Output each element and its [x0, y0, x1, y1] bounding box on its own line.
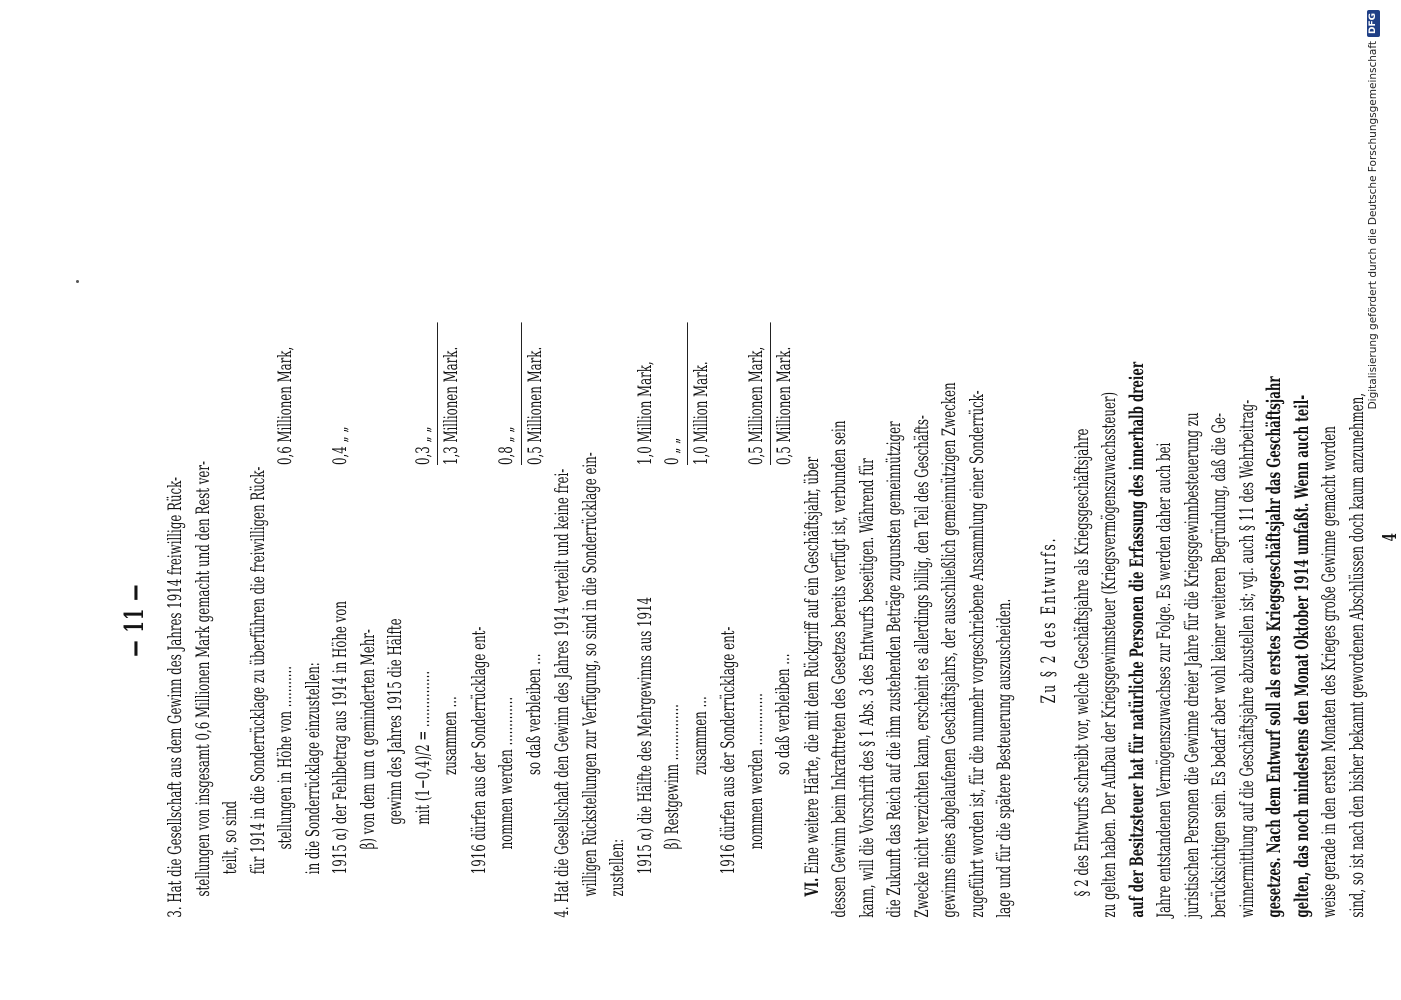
section-vi-text: Eine weitere Härte, die mit dem Rückgriff auf ein Geschäftsjahr, über — [800, 456, 823, 875]
item-4-line: willigen Rückstellungen zur Verfügung, so sind in die Sonderrücklage ein- — [578, 452, 601, 897]
section-vi-line: lage und für die spätere Besteuerung auszuscheiden. — [993, 598, 1015, 918]
row-label: 1915 α) der Fehlbetrag aus 1914 in Höhe von — [329, 601, 351, 875]
row-label: nommen werden .............. — [744, 693, 767, 850]
section-vi-line: kann, will die Vorschrift des § 1 Abs. 3 des Entwurfs beseitigen. Während für — [855, 458, 878, 918]
section-vi — [799, 322, 1019, 917]
footer-page-number: 4 — [1379, 533, 1401, 542]
item-3-sum-row — [521, 322, 550, 917]
row-label: nommen werden ............. — [495, 696, 517, 850]
scan-speck — [76, 280, 79, 283]
row-label: so daß verbleiben ... — [522, 653, 545, 775]
row-amount: 1,0 Million Mark, — [633, 361, 656, 465]
row-label: so daß verbleiben ... — [772, 653, 794, 775]
section-2-line: weise gerade in den ersten Monaten des Krieges große Gewinne gemacht worden — [1318, 426, 1340, 918]
item-3-line: β) von dem um α geminderten Mehr- — [356, 629, 379, 850]
item-4-sum-row — [770, 322, 799, 917]
item-3-row — [272, 322, 300, 917]
section-2-line: auf der Besitzsteuer hat für natürliche Personen die Erfassung des innerhalb dreier — [1125, 361, 1148, 918]
item-3-line: 1916 dürfen aus der Sonderrücklage ent- — [467, 626, 490, 875]
section-2-line: § 2 des Entwurfs schreibt vor, welche Geschäftsjahre als Kriegsgeschäftsjahre — [1070, 428, 1093, 897]
section-2-line: juristischen Personen die Gewinne dreier Jahre für die Kriegsgewinnbesteuerung zu — [1180, 412, 1203, 918]
row-label: β) Restgewinn ............... — [661, 704, 683, 850]
item-4-row — [632, 322, 660, 917]
row-label: mit (1−0,4)/2 = ............... — [411, 670, 434, 825]
item-3-line: in die Sonderrücklage einzustellen: — [301, 662, 324, 875]
dfg-logo: DFG — [1367, 10, 1380, 37]
section-2 — [1069, 322, 1372, 917]
section-vi-line: Zwecke nicht verzichten kann, erscheint es allerdings billig, den Teil des Geschäfts- — [910, 415, 933, 918]
digitization-credit — [1366, 10, 1380, 990]
section-2-line: zu gelten haben. Der Aufbau der Kriegsgewinnsteuer (Kriegsvermögenszuwachssteuer) — [1098, 391, 1120, 918]
item-3-row — [410, 322, 438, 917]
item-4-line: 1916 dürfen aus der Sonderrücklage ent- — [717, 626, 739, 875]
item-3-row — [493, 322, 521, 917]
item-3-line: stellungen von insgesamt 0,6 Millionen Mark gemacht und den Rest ver- — [191, 461, 214, 897]
section-2-line: berücksichtigen sein. Es bedarf aber wohl keiner weiteren Begründung, daß die Ge- — [1208, 412, 1230, 918]
section-vi-label: VI. — [800, 877, 823, 897]
page-content — [120, 322, 1401, 918]
section-vi-line: die Zukunft das Reich auf die ihm zustehenden Beträge zugunsten gemeinnütziger — [883, 421, 905, 918]
row-label: stellungen in Höhe von ........... — [274, 666, 296, 850]
row-amount: 0,5 Millionen Mark. — [521, 322, 550, 465]
item-3-line: teilt, so sind — [219, 800, 241, 875]
row-amount: 0,8 „ „ — [495, 426, 517, 465]
row-amount: 1,3 Millionen Mark. — [437, 322, 466, 465]
row-amount: 0 „ „ — [661, 437, 683, 465]
item-4-row — [659, 322, 687, 917]
item-3-line: 3. Hat die Gesellschaft aus dem Gewinn des Jahres 1914 freiwillige Rück- — [164, 476, 186, 918]
section-2-line: gesetzes. Nach dem Entwurf soll als erstes Kriegsgeschäftsjahr das Geschäftsjahr — [1263, 376, 1285, 918]
section-2-line: sind, so ist nach den bisher bekannt gewordenen Abschlüssen doch kaum anzunehmen, — [1345, 393, 1368, 918]
row-amount: 0,4 „ „ — [329, 426, 351, 465]
item-4 — [549, 322, 799, 917]
item-3-row — [327, 322, 355, 917]
item-3 — [162, 322, 549, 917]
row-amount: 0,6 Millionen Mark, — [274, 346, 296, 465]
credit-line — [1366, 10, 1380, 990]
credit-text: Digitalisierung gefördert durch die Deutsche Forschungsgemeinschaft — [1367, 41, 1379, 410]
item-3-sum-row — [437, 322, 466, 917]
row-label: zusammen ... — [688, 696, 711, 775]
section-2-line: winnermittlung auf die Geschäftsjahre abzustellen ist; vgl. auch § 11 des Wehrbeitrag- — [1235, 399, 1258, 918]
item-4-row — [743, 322, 771, 917]
item-4-line: zustellen: — [606, 838, 628, 897]
section-vi-line: dessen Gewinn beim Inkrafttreten des Gesetzes bereits verfügt ist, verbunden sein — [828, 420, 850, 918]
section-vi-line: zugeführt worden ist, für die nunmehr vorgeschriebene Ansammlung einer Sonderrück- — [965, 390, 988, 918]
row-amount: 1,0 Million Mark. — [687, 322, 716, 465]
row-amount: 0,3 „ „ — [411, 426, 434, 465]
document-page — [120, 322, 1401, 918]
row-amount: 0,5 Millionen Mark. — [770, 322, 799, 465]
item-4-sum-row — [687, 322, 716, 917]
row-amount: 0,5 Millionen Mark, — [744, 346, 767, 465]
section-vi-line — [799, 322, 827, 917]
section-2-line: gelten, das noch mindestens den Monat Oktober 1914 umfaßt. Wenn auch teil- — [1290, 394, 1313, 918]
row-label: zusammen ... — [439, 696, 461, 775]
page-number: — 11 — — [120, 583, 150, 657]
item-4-line: 4. Hat die Gesellschaft den Gewinn des Jahres 1914 verteilt und keine frei- — [551, 468, 573, 918]
item-3-line: für 1914 in die Sonderrücklage zu überführen die freiwilligen Rück- — [246, 466, 269, 875]
section-vi-line: gewinns eines abgelaufenen Geschäftsjahrs, der ausschließlich gemeinnützigen Zwecken — [938, 382, 960, 918]
section-2-line: Jahre entstandenen Vermögenszuwachses zur Folge. Es werden daher auch bei — [1153, 442, 1175, 918]
section-heading: Zu § 2 des Entwurfs. — [1035, 536, 1060, 704]
item-3-line: gewinn des Jahres 1915 die Hälfte — [384, 618, 406, 825]
row-label: 1915 α) die Hälfte des Mehrgewinns aus 1914 — [633, 597, 656, 875]
